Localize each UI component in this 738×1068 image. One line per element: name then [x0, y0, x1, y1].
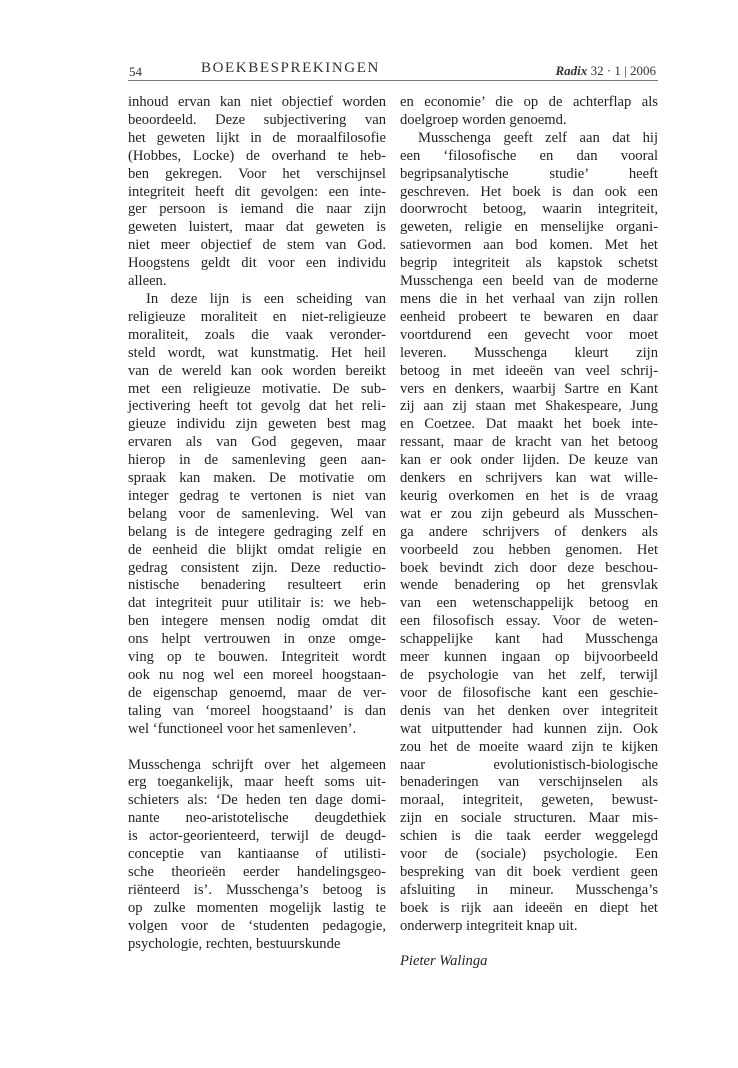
text-line: van een wetenschappelijk betoog en	[400, 595, 658, 612]
text-line: naar evolutionistisch-biologische	[400, 756, 658, 773]
text-line: op zulke momenten mogelijk lastig te	[128, 899, 386, 916]
text-line: gieuze individu zijn geweten best mag	[128, 416, 386, 433]
journal-issue: 32 · 1 | 2006	[590, 63, 656, 78]
text-line: vers en denkers, waarbij Sartre en Kant	[400, 380, 658, 397]
text-line: meer kunnen ingaan op bijvoorbeeld	[400, 649, 658, 666]
text-line: schien is die taak eerder weggelegd	[400, 828, 658, 845]
text-line: integer gedrag te vertonen is niet van	[128, 487, 386, 504]
text-line: ons helpt vertrouwen in onze omge-	[128, 631, 386, 648]
text-line: belang is de integere gedraging zelf en	[128, 523, 386, 540]
paragraph	[128, 94, 386, 291]
text-line: jectivering heeft tot gevolg dat het reli-	[128, 398, 386, 415]
text-line: het geweten lijkt in de moraalfilosofie	[128, 129, 386, 146]
paragraph	[128, 291, 386, 739]
text-line: geweten, religie en menselijke organi-	[400, 219, 658, 236]
text-line: steld wordt, wat kunstmatig. Het heil	[128, 344, 386, 361]
text-line: eenheid probeert te bewaren en daar	[400, 308, 658, 325]
text-line: Hoogstens geldt dit voor een individu	[128, 255, 386, 272]
text-line: In deze lijn is een scheiding van	[146, 290, 386, 307]
text-line: en economie’ die op de achterflap als	[400, 94, 658, 110]
text-line: zou het de moeite waard zijn te kijken	[400, 738, 658, 755]
text-line: bespreking van dit boek verdient geen	[400, 863, 658, 880]
text-line: onderwerp integriteit knap uit.	[400, 917, 578, 934]
text-line: moraal, integriteit, geweten, bewust-	[400, 792, 658, 809]
text-line: ressant, maar de kracht van het betoog	[400, 434, 658, 451]
text-line: begripsanalytische studie’ heeft	[400, 165, 658, 182]
text-line: ger persoon is iemand die naar zijn	[128, 201, 386, 218]
text-line: religieuze moraliteit en niet-religieuze	[128, 308, 386, 325]
text-line: riënteerd is’. Musschenga’s betoog is	[128, 881, 386, 898]
text-line: benaderingen van verschijnselen als	[400, 774, 658, 791]
paragraph	[400, 94, 658, 130]
text-line: ben gekregen. Voor het verschijnsel	[128, 165, 386, 182]
text-line: gedrag consistent zijn. Deze reductio-	[128, 559, 386, 576]
text-line: doelgroep worden genoemd.	[400, 111, 567, 128]
text-line: keurig overkomen en het is de vraag	[400, 487, 658, 504]
text-line: een filosofisch essay. Voor de weten-	[400, 613, 658, 630]
text-line: leveren. Musschenga kleurt zijn	[400, 344, 658, 361]
text-line: inhoud ervan kan niet objectief worden	[128, 94, 386, 110]
text-line: satievormen aan bod komen. Met het	[400, 237, 658, 254]
text-line: psychologie, rechten, bestuurskunde	[128, 935, 341, 952]
text-line: ving op te bouwen. Integriteit wordt	[128, 649, 386, 666]
section-title: BOEKBESPREKINGEN	[201, 60, 380, 76]
text-line: wende benadering op het grensvlak	[400, 577, 658, 594]
author-signature: Pieter Walinga	[400, 953, 488, 970]
text-line: geweten luistert, maar dat geweten is	[128, 219, 386, 236]
text-line: wat er zou zijn gebeurd als Musschen-	[400, 505, 658, 522]
text-line: niet meer objectief de stem van God.	[128, 237, 386, 254]
paragraph	[400, 130, 658, 936]
text-line: belang voor de samenleving. Wel van	[128, 505, 386, 522]
text-line: met een religieuze motivatie. De sub-	[128, 380, 386, 397]
text-line: een ‘filosofische en dan vooral	[400, 147, 658, 164]
text-line: schieters als: ‘De heden ten dage domi-	[128, 792, 386, 809]
text-line: Musschenga geeft zelf aan dat hij	[418, 129, 658, 146]
text-line: volgen voor de ‘studenten pedagogie,	[128, 917, 386, 934]
text-line: voor de filosofische kant een geschie-	[400, 684, 658, 701]
text-line: van de wereld kan ook worden bereikt	[128, 362, 386, 379]
text-line: en Coetzee. Dat maakt het boek inte-	[400, 416, 658, 433]
text-line: de eigenschap genoemd, maar de ver-	[128, 684, 386, 701]
text-line: ben integere mensen nodig omdat dit	[128, 613, 386, 630]
text-line: (Hobbes, Locke) de overhand te heb-	[128, 147, 386, 164]
text-line: denis van het denken over integriteit	[400, 702, 658, 719]
text-line: is actor-georienteerd, terwijl de deugd-	[128, 828, 386, 845]
text-line: spraak kan maken. De motivatie om	[128, 470, 386, 487]
text-line: hierop in de samenleving geen aan-	[128, 452, 386, 469]
text-line: Musschenga een beeld van de moderne	[400, 273, 658, 290]
text-line: moraliteit, zoals die vaak veronder-	[128, 326, 386, 343]
text-line: wel ‘functioneel voor het samenleven’.	[128, 720, 357, 737]
text-line: boek is rijk aan ideeën en diept het	[400, 899, 658, 916]
right-column	[400, 94, 658, 971]
text-line: de psychologie van het zelf, terwijl	[400, 667, 658, 683]
text-line: ervaren als van God gegeven, maar	[128, 434, 386, 451]
text-line: voorbeeld zou hebben genomen. Het	[400, 541, 658, 558]
text-line: geschreven. Het boek is dan ook een	[400, 183, 658, 200]
text-line: sche theorieën eerder handelingsgeo-	[128, 863, 386, 880]
text-line: kan er ook onder lijden. De keuze van	[400, 452, 658, 469]
paragraph	[128, 757, 386, 954]
text-line: voortdurend een gevecht voor moet	[400, 326, 658, 343]
text-line: schappelijke kant had Musschenga	[400, 631, 658, 648]
text-line: conceptie van kantiaanse of utilisti-	[128, 846, 386, 863]
header-rule	[128, 80, 658, 81]
journal-reference	[556, 63, 656, 79]
text-line: nante neo-aristotelische deugdethiek	[128, 810, 386, 827]
text-line: beoordeeld. Deze subjectivering van	[128, 111, 386, 128]
text-line: wat uitputtender had kunnen zijn. Ook	[400, 720, 658, 737]
journal-name: Radix	[555, 63, 588, 78]
text-line: integriteit heeft dit gevolgen: een inte-	[128, 183, 386, 200]
text-line: voor de (sociale) psychologie. Een	[400, 846, 658, 863]
text-line: begrip integriteit als kapstok schetst	[400, 255, 658, 272]
text-line: alleen.	[128, 273, 167, 290]
text-line: denkers en schrijvers kan wat wille-	[400, 470, 658, 487]
text-line: Musschenga schrijft over het algemeen	[128, 756, 386, 773]
text-line: zij aan zij staan met Shakespeare, Jung	[400, 398, 658, 415]
text-line: boek bevindt zich door deze beschou-	[400, 559, 658, 576]
text-line: mens die in het verhaal van zijn rollen	[400, 290, 658, 307]
text-line: taling van ‘moreel hoogstaand’ is dan	[128, 702, 386, 719]
text-line: ga andere schrijvers of denkers als	[400, 523, 658, 540]
text-line: erg toegankelijk, maar heeft soms uit-	[128, 774, 386, 791]
text-line: dat integriteit puur utilitair is: we heb-	[128, 595, 386, 612]
text-line: nistische benadering resulteert erin	[128, 577, 386, 594]
text-line: betoog in met ideeën van veel schrij-	[400, 362, 658, 379]
left-column	[128, 94, 386, 953]
text-line: afsluiting in mineur. Musschenga’s	[400, 881, 658, 898]
text-line: doorwrocht betoog, waarin integriteit,	[400, 201, 658, 218]
text-line: de eenheid die blijkt omdat religie en	[128, 541, 386, 558]
page-number: 54	[129, 64, 142, 79]
text-line: zijn en sociale structuren. Maar mis-	[400, 810, 658, 827]
text-line: ook nu nog wel een moreel hoogstaan-	[128, 667, 386, 683]
